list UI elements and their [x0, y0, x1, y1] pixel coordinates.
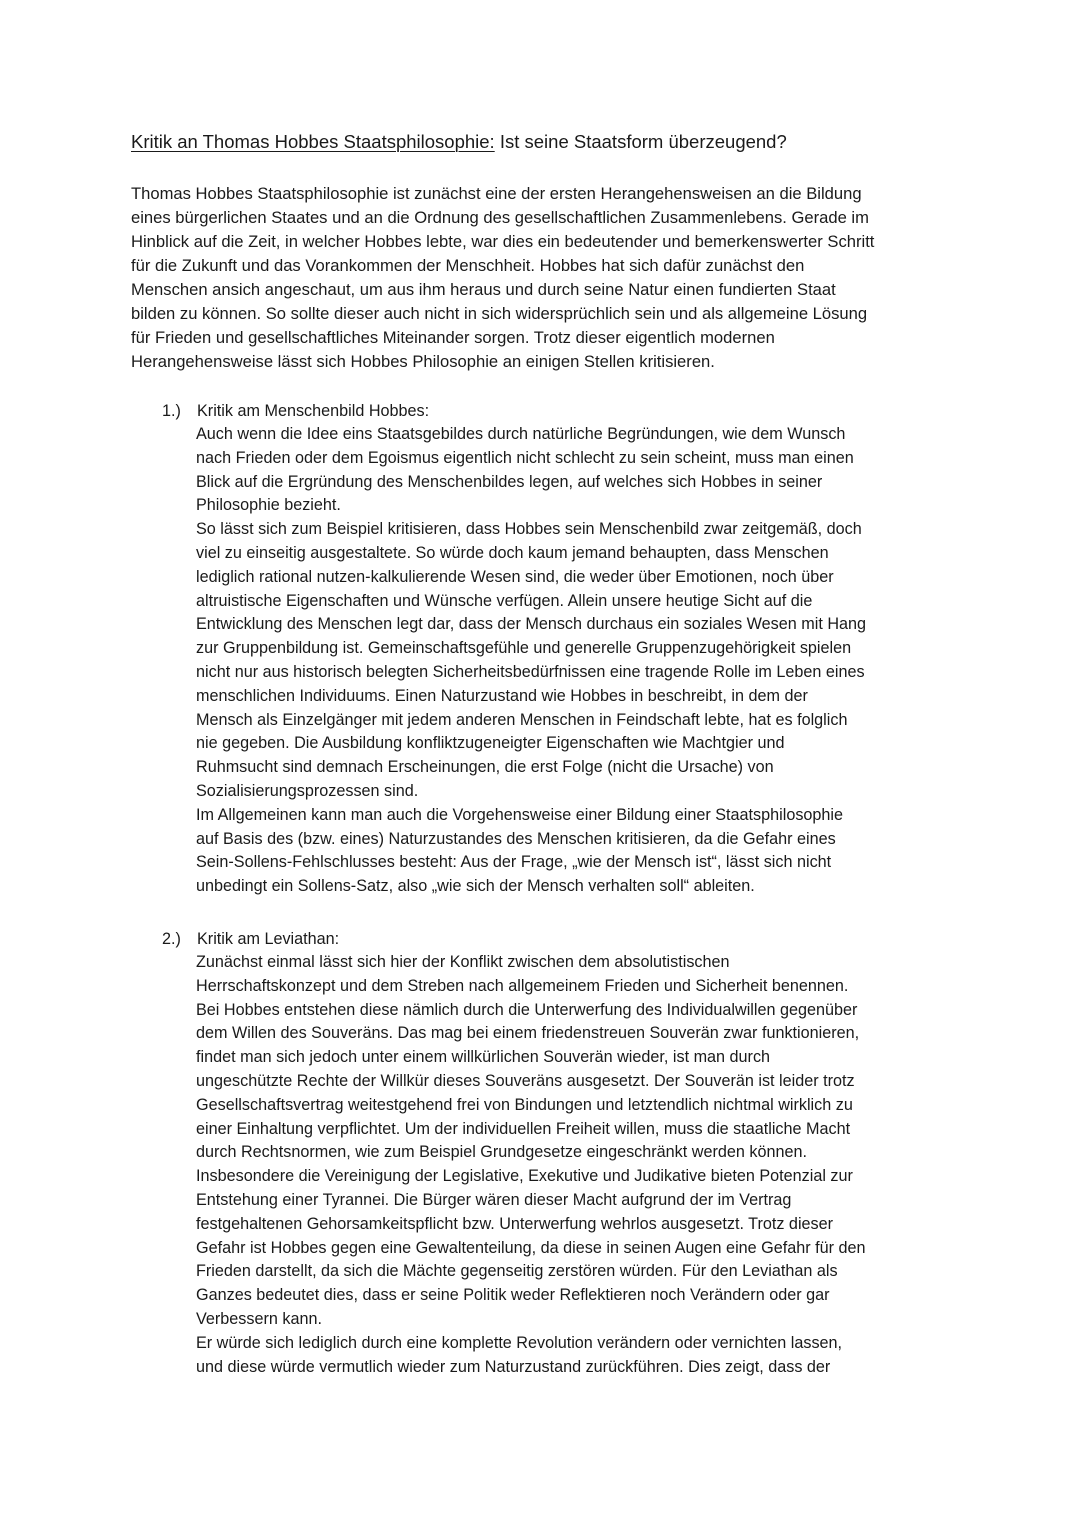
section-line: altruistische Eigenschaften und Wünsche verfügen. Allein unsere heutige Sicht auf die [196, 591, 813, 610]
section-line: durch Rechtsnormen, wie zum Beispiel Grundgesetze eingeschränkt werden können. [196, 1143, 807, 1162]
intro-line: für die Zukunft und das Vorankommen der Menschheit. Hobbes hat sich dafür zunächst den [131, 256, 805, 275]
section-line: Herrschaftskonzept und dem Streben nach allgemeinem Frieden und Sicherheit benennen. [196, 976, 849, 995]
section-body [196, 951, 976, 1379]
intro-line: Hinblick auf die Zeit, in welcher Hobbes lebte, war dies ein bedeutender und bemerkenswerter Schritt [131, 232, 875, 251]
section-line: Gesellschaftsvertrag weitestgehend frei von Bindungen und letztendlich nichtmal wirklich zu [196, 1095, 853, 1114]
section-line: auf Basis des (bzw. eines) Naturzustandes des Menschen kritisieren, da die Gefahr eines [196, 829, 836, 848]
section-heading-text: Kritik am Leviathan: [197, 930, 340, 948]
section-heading [162, 927, 339, 951]
section-line: Auch wenn die Idee eins Staatsgebildes durch natürliche Begründungen, wie dem Wunsch [196, 425, 846, 443]
section-line: Bei Hobbes entstehen diese nämlich durch die Unterwerfung des Individualwillen gegenüber [196, 1000, 858, 1019]
section-number: 2.) [162, 930, 181, 948]
section-line: festgehaltenen Gehorsamkeitspflicht bzw. Unterwerfung wehrlos ausgesetzt. Trotz dieser [196, 1214, 834, 1233]
section-line: Er würde sich lediglich durch eine komplette Revolution verändern oder vernichten lassen, [196, 1333, 843, 1352]
intro-line: Herangehensweise lässt sich Hobbes Philosophie an einigen Stellen kritisieren. [131, 352, 715, 371]
intro-line: eines bürgerlichen Staates und an die Ordnung des gesellschaftlichen Zusammenlebens. Gerade im [131, 208, 869, 227]
section-line: Entwicklung des Menschen legt dar, dass der Mensch durchaus ein soziales Wesen mit Hang [196, 615, 867, 634]
intro-paragraph [131, 182, 961, 374]
section-line: nicht nur aus historisch belegten Sicherheitsbedürfnissen eine tragende Rolle im Leben eines [196, 662, 865, 681]
section-line: Frieden darstellt, da sich die Mächte gegenseitig zerstören würden. Für den Leviathan als [196, 1262, 838, 1281]
section-line: lediglich rational nutzen-kalkulierende Wesen sind, die weder über Emotionen, noch über [196, 567, 834, 586]
section-line: unbedingt ein Sollens-Satz, also „wie sich der Mensch verhalten soll“ ableiten. [196, 877, 755, 896]
title-underlined-part: Kritik an Thomas Hobbes Staatsphilosophie: [131, 131, 495, 152]
section-number: 1.) [162, 402, 181, 420]
section-line: Ruhmsucht sind demnach Erscheinungen, die erst Folge (nicht die Ursache) von [196, 758, 774, 777]
section-line: Gefahr ist Hobbes gegen eine Gewaltenteilung, da diese in seinen Augen eine Gefahr für den [196, 1238, 866, 1257]
section-line: ungeschützte Rechte der Willkür dieses Souveräns ausgesetzt. Der Souverän ist leider trotz [196, 1071, 855, 1090]
section-line: Verbessern kann. [196, 1309, 322, 1328]
section-heading [162, 399, 429, 423]
section-line: Mensch als Einzelgänger mit jedem anderen Menschen in Feindschaft lebte, hat es folglich [196, 710, 848, 729]
title-question-part: Ist seine Staatsform überzeugend? [494, 131, 787, 152]
section-line: zur Gruppenbildung ist. Gemeinschaftsgefühle und generelle Gruppenzugehörigkeit spielen [196, 639, 852, 658]
section-line: viel zu einseitig ausgestaltete. So würde doch kaum jemand behaupten, dass Menschen [196, 543, 829, 562]
section-line: Ganzes bedeutet dies, dass er seine Politik weder Reflektieren noch Verändern oder gar [196, 1286, 830, 1305]
intro-line: Menschen ansich angeschaut, um aus ihm heraus und durch seine Natur einen fundierten Staat [131, 280, 836, 299]
section-line: Philosophie bezieht. [196, 496, 341, 515]
section-line: Zunächst einmal lässt sich hier der Konflikt zwischen dem absolutistischen [196, 953, 730, 971]
section-line: So lässt sich zum Beispiel kritisieren, dass Hobbes sein Menschenbild zwar zeitgemäß, doch [196, 520, 862, 539]
section-line: Im Allgemeinen kann man auch die Vorgehensweise einer Bildung einer Staatsphilosophie [196, 805, 844, 824]
section-line: Insbesondere die Vereinigung der Legislative, Exekutive und Judikative bieten Potenzial zur [196, 1167, 853, 1186]
section-line: menschlichen Individuums. Einen Naturzustand wie Hobbes in beschreibt, in dem der [196, 686, 808, 705]
section-line: nie gegeben. Die Ausbildung konfliktzugeneigter Eigenschaften wie Machtgier und [196, 734, 785, 753]
intro-line: für Frieden und gesellschaftliches Miteinander sorgen. Trotz dieser eigentlich modernen [131, 328, 775, 347]
section-line: Sozialisierungsprozessen sind. [196, 781, 419, 800]
document-title [131, 130, 1031, 154]
section-line: einer Einhaltung verpflichtet. Um der individuellen Freiheit willen, muss die staatliche Macht [196, 1119, 851, 1138]
section-heading-text: Kritik am Menschenbild Hobbes: [197, 402, 430, 420]
section-line: und diese würde vermutlich wieder zum Naturzustand zurückführen. Dies zeigt, dass der [196, 1357, 831, 1376]
intro-line: Thomas Hobbes Staatsphilosophie ist zunächst eine der ersten Herangehensweisen an die Bildung [131, 184, 862, 203]
section-line: Blick auf die Ergründung des Menschenbildes legen, auf welches sich Hobbes in seiner [196, 472, 823, 491]
section-line: dem Willen des Souveräns. Das mag bei einem friedenstreuen Souverän zwar funktionieren, [196, 1024, 860, 1043]
section-line: findet man sich jedoch unter einem willkürlichen Souverän wieder, ist man durch [196, 1048, 771, 1067]
section-line: nach Frieden oder dem Egoismus eigentlich nicht schlecht zu sein scheint, muss man einen [196, 448, 854, 467]
section-body [196, 423, 976, 899]
section-line: Sein-Sollens-Fehlschlusses besteht: Aus der Frage, „wie der Mensch ist“, lässt sich nicht [196, 853, 832, 872]
section-line: Entstehung einer Tyrannei. Die Bürger wären dieser Macht aufgrund der im Vertrag [196, 1190, 792, 1209]
intro-line: bilden zu können. So sollte dieser auch nicht in sich widersprüchlich sein und als allgemeine Lösung [131, 304, 868, 323]
